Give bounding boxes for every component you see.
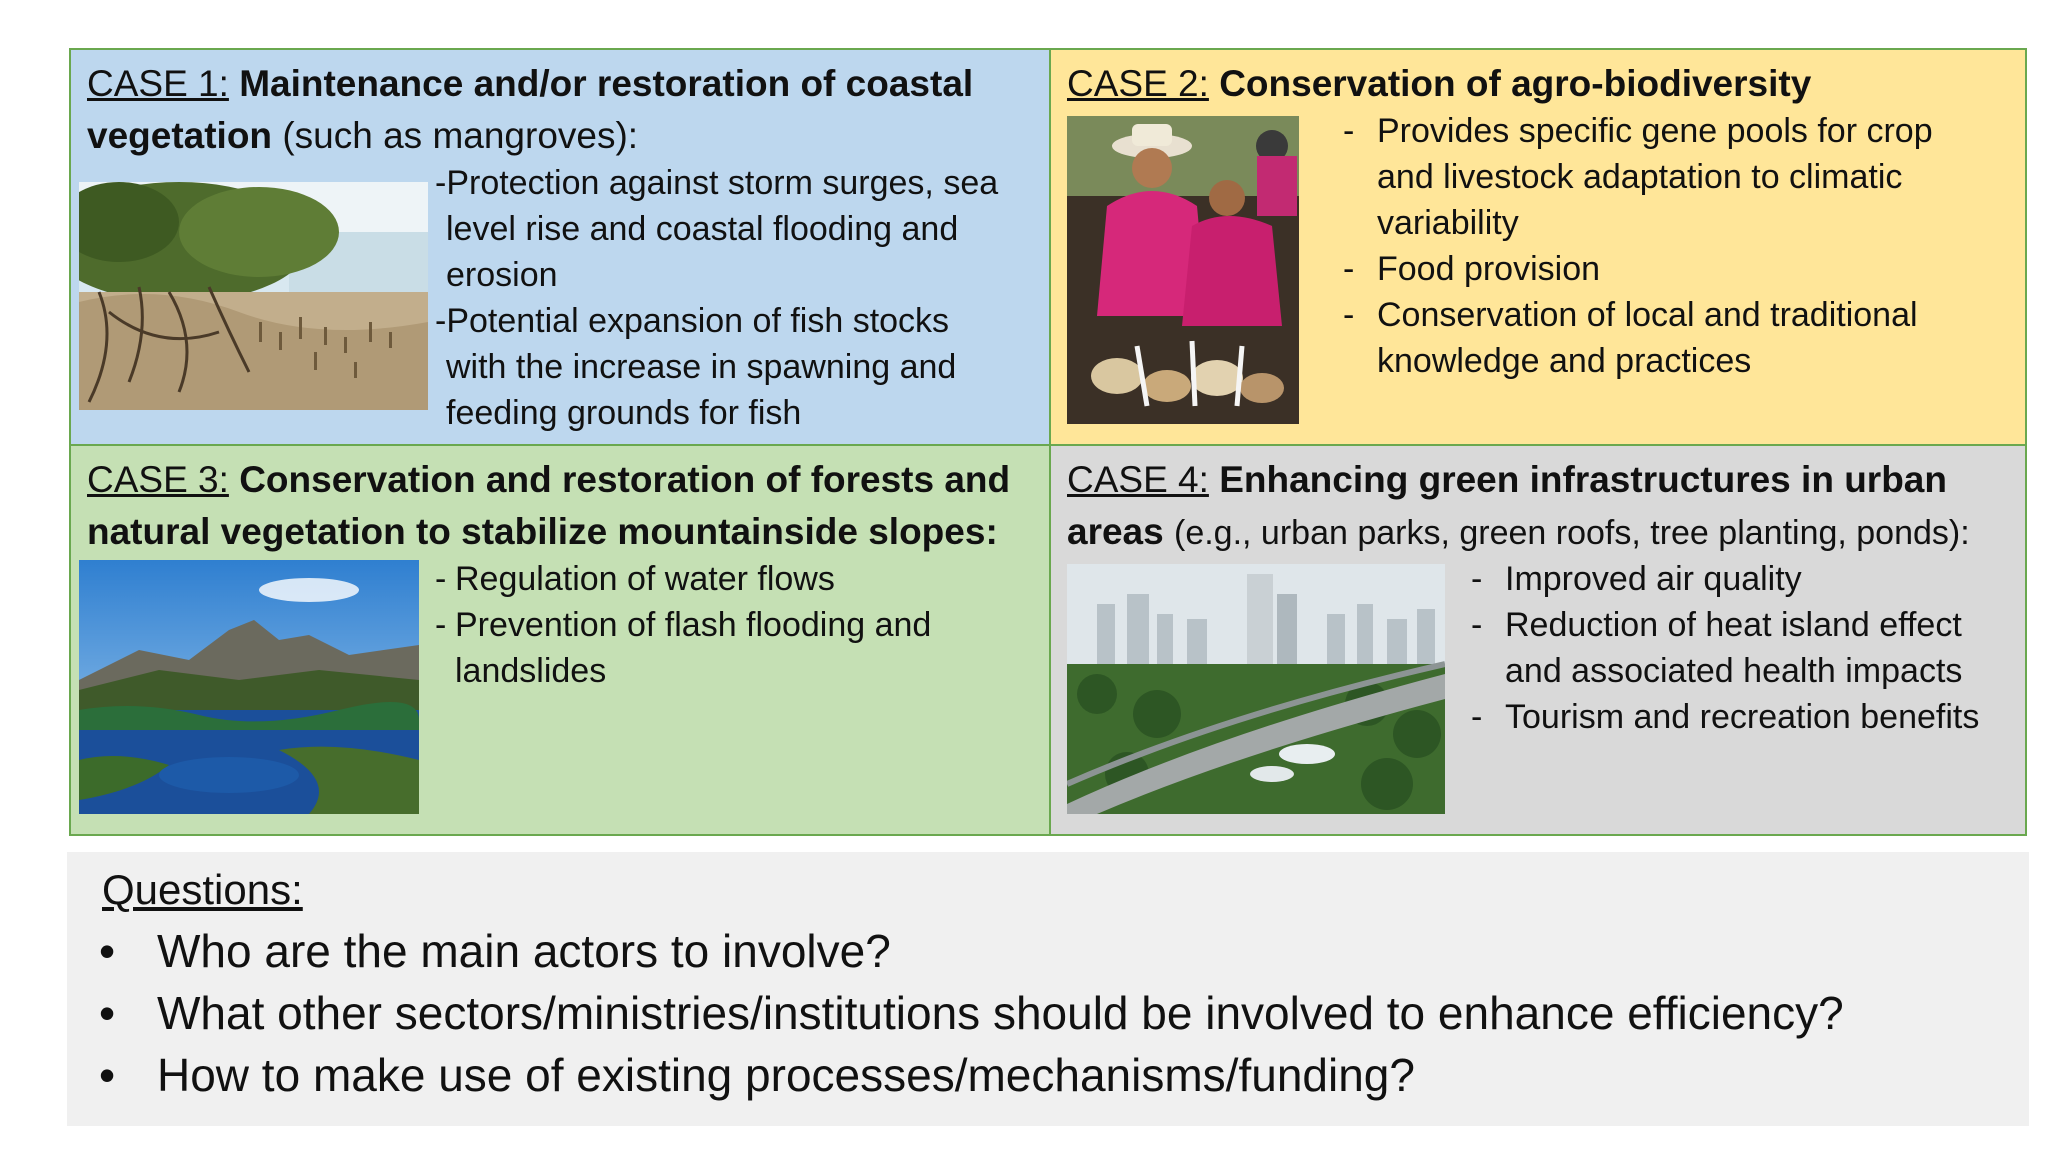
case4-bullet: - Tourism and recreation benefits (1471, 698, 1980, 736)
case3-bullet: - Regulation of water flows (435, 560, 835, 598)
case2-bullet: - Food provision (1343, 250, 1601, 288)
case1-title-bold: Maintenance and/or restoration of coastal (239, 63, 974, 104)
case3-bullet: - Prevention of flash flooding and landslides (435, 606, 932, 690)
case3-label: CASE 3: (87, 459, 229, 500)
questions-list (99, 920, 1844, 1106)
case1-bullet-list (435, 160, 1045, 436)
case4-title-bold-2: areas (1067, 511, 1164, 552)
case2-panel (1051, 50, 2025, 446)
question-item: • How to make use of existing processes/mechanisms/funding? (99, 1044, 1844, 1106)
case2-bullet: - Conservation of local and traditional knowledge and practices (1343, 296, 1918, 380)
case1-label: CASE 1: (87, 63, 229, 104)
case3-title-bold-2: natural vegetation to stabilize mountainside slopes: (87, 511, 998, 552)
question-item: • What other sectors/ministries/institutions should be involved to enhance efficiency? (99, 982, 1844, 1044)
case3-heading (87, 454, 1037, 558)
case4-title-bold: Enhancing green infrastructures in urban (1219, 459, 1947, 500)
case3-panel (71, 446, 1051, 834)
case4-heading (1067, 454, 2017, 559)
case3-title-bold: Conservation and restoration of forests and (239, 459, 1011, 500)
case3-bullet-list (435, 556, 1035, 694)
case-grid (69, 48, 2027, 836)
bullet-icon: • (99, 987, 116, 1039)
case1-panel (71, 50, 1051, 446)
mountain-lake-photo (79, 560, 419, 814)
case2-label: CASE 2: (1067, 63, 1209, 104)
question-item: • Who are the main actors to involve? (99, 920, 1844, 982)
case2-bullet: - Provides specific gene pools for crop and livestock adaptation to climatic variability (1343, 112, 1933, 242)
urban-green-photo (1067, 564, 1445, 814)
case1-bullet: -Protection against storm surges, sea level rise and coastal flooding and erosion (435, 164, 999, 294)
case4-bullet: - Reduction of heat island effect and associated health impacts (1471, 606, 1963, 690)
farmers-photo (1067, 116, 1299, 424)
case1-title-rest: (such as mangroves): (282, 115, 639, 156)
case1-title-bold-2: vegetation (87, 115, 273, 156)
case4-bullet: - Improved air quality (1471, 560, 1802, 598)
bullet-icon: • (99, 925, 116, 977)
questions-title: Questions: (102, 866, 303, 913)
case2-bullet-list (1343, 108, 2013, 384)
mangrove-photo (79, 182, 428, 410)
case2-heading (1067, 58, 2007, 110)
bullet-icon: • (99, 1049, 116, 1101)
questions-box (67, 852, 2029, 1126)
case4-label: CASE 4: (1067, 459, 1209, 500)
case4-bullet-list (1471, 556, 2011, 740)
case4-panel (1051, 446, 2025, 834)
case1-bullet: -Potential expansion of fish stocks with the increase in spawning and feeding grounds for fish (435, 302, 957, 432)
case2-title-bold: Conservation of agro-biodiversity (1219, 63, 1812, 104)
case4-title-rest: (e.g., urban parks, green roofs, tree planting, ponds): (1174, 514, 1970, 552)
case1-heading (87, 58, 1037, 162)
